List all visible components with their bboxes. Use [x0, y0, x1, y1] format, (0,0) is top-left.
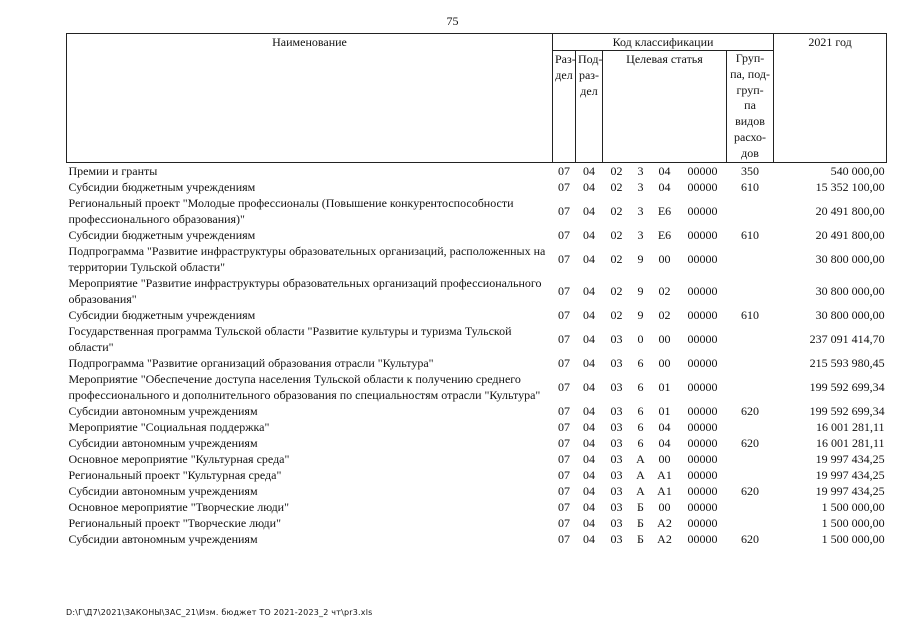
table-row: [67, 467, 887, 483]
row-expense-type: [727, 195, 774, 227]
table-row: [67, 531, 887, 547]
row-expense-type: 610: [741, 179, 760, 194]
table-row: [67, 419, 887, 435]
table-row: [67, 403, 887, 419]
row-name: Региональный проект "Культурная среда": [68, 467, 282, 482]
row-razdel: 07: [558, 419, 570, 434]
row-target-d: 00000: [687, 483, 718, 498]
row-target-c: E6: [657, 227, 672, 242]
row-target-a: 02: [610, 203, 623, 218]
row-target-d: 00000: [687, 435, 718, 450]
row-target-a: 03: [610, 515, 623, 530]
row-expense-type: [727, 499, 774, 515]
row-name: Подпрограмма "Развитие инфраструктуры образовательных организаций, расположенных на территории Тульской области": [68, 243, 546, 274]
row-amount: 237 091 414,70: [809, 331, 885, 346]
file-path-footer: D:\Г\Д7\2021\ЗАКОНЫ\ЗАС_21\Изм. бюджет ТО 2021-2023_2 чт\pr3.xls: [66, 608, 373, 617]
row-amount: 19 997 434,25: [815, 451, 885, 466]
row-name: Основное мероприятие "Творческие люди": [68, 499, 289, 514]
row-target-a: 03: [610, 355, 623, 370]
row-expense-type: [727, 275, 774, 307]
header-podrazdel: Под- раз- дел: [576, 51, 603, 163]
row-podrazdel: 04: [583, 331, 595, 346]
row-target-b: 3: [637, 227, 644, 242]
row-amount: 20 491 800,00: [815, 203, 885, 218]
table-row: [67, 515, 887, 531]
table-row: [67, 162, 887, 179]
row-razdel: 07: [558, 355, 570, 370]
row-target-d: 00000: [687, 307, 718, 322]
row-podrazdel: 04: [583, 307, 595, 322]
row-target-b: Б: [637, 499, 644, 514]
row-amount: 30 800 000,00: [815, 283, 885, 298]
row-target-a: 03: [610, 419, 623, 434]
row-razdel: 07: [558, 331, 570, 346]
row-target-c: 00: [658, 451, 671, 466]
row-amount: 215 593 980,45: [809, 355, 885, 370]
row-target-d: 00000: [687, 531, 718, 546]
row-expense-type: 610: [741, 227, 760, 242]
row-podrazdel: 04: [583, 467, 595, 482]
row-target-b: 6: [637, 419, 644, 434]
table-row: [67, 371, 887, 403]
row-name: Государственная программа Тульской области "Развитие культуры и туризма Тульской области": [68, 323, 512, 354]
row-target-a: 03: [610, 531, 623, 546]
table-row: [67, 323, 887, 355]
row-expense-type: [727, 355, 774, 371]
row-target-d: 00000: [687, 419, 718, 434]
row-target-d: 00000: [687, 515, 718, 530]
table-row: [67, 451, 887, 467]
row-target-b: 0: [637, 331, 644, 346]
row-target-b: 3: [637, 203, 644, 218]
row-razdel: 07: [558, 531, 570, 546]
table-row: [67, 483, 887, 499]
row-amount: 16 001 281,11: [816, 419, 885, 434]
row-podrazdel: 04: [583, 379, 595, 394]
row-target-c: 00: [658, 499, 671, 514]
row-amount: 30 800 000,00: [815, 307, 885, 322]
row-target-d: 00000: [687, 227, 718, 242]
row-target-a: 02: [610, 307, 623, 322]
row-razdel: 07: [558, 227, 570, 242]
row-target-b: 9: [637, 283, 644, 298]
page-number: 75: [446, 14, 459, 28]
row-razdel: 07: [558, 483, 570, 498]
row-target-b: 6: [637, 379, 644, 394]
table-row: [67, 499, 887, 515]
row-expense-type: 620: [741, 483, 760, 498]
row-razdel: 07: [558, 163, 570, 178]
row-razdel: 07: [558, 203, 570, 218]
row-podrazdel: 04: [583, 435, 595, 450]
row-target-b: 6: [637, 435, 644, 450]
header-group: Груп- па, под- груп- па видов расхо- дов: [727, 51, 774, 163]
table-body: [67, 162, 887, 547]
row-razdel: 07: [558, 451, 570, 466]
row-amount: 199 592 699,34: [809, 403, 885, 418]
row-target-d: 00000: [687, 499, 718, 514]
row-target-b: 3: [637, 179, 644, 194]
row-expense-type: [727, 467, 774, 483]
row-amount: 30 800 000,00: [815, 251, 885, 266]
row-podrazdel: 04: [583, 499, 595, 514]
row-target-b: 6: [637, 403, 644, 418]
row-target-c: 00: [658, 251, 671, 266]
table-row: [67, 227, 887, 243]
row-name: Региональный проект "Творческие люди": [68, 515, 281, 530]
row-podrazdel: 04: [583, 227, 595, 242]
row-target-c: 02: [658, 283, 671, 298]
row-expense-type: [727, 419, 774, 435]
row-podrazdel: 04: [583, 483, 595, 498]
row-expense-type: [727, 451, 774, 467]
row-name: Региональный проект "Молодые профессионалы (Повышение конкурентоспособности профессионального образования)": [68, 195, 514, 226]
row-target-b: 9: [637, 307, 644, 322]
row-podrazdel: 04: [583, 515, 595, 530]
header-code-classification: Код классификации: [553, 34, 774, 51]
table-row: [67, 195, 887, 227]
row-target-c: А1: [657, 467, 672, 482]
row-target-c: 04: [658, 419, 671, 434]
header-razdel: Раз- дел: [553, 51, 576, 163]
row-target-a: 03: [610, 499, 623, 514]
row-target-c: 04: [658, 163, 671, 178]
row-razdel: 07: [558, 179, 570, 194]
row-target-b: А: [636, 483, 645, 498]
row-name: Мероприятие "Развитие инфраструктуры образовательных организаций профессионального образования": [68, 275, 542, 306]
row-expense-type: 620: [741, 435, 760, 450]
row-target-d: 00000: [687, 163, 718, 178]
row-amount: 20 491 800,00: [815, 227, 885, 242]
row-target-a: 02: [610, 179, 623, 194]
row-target-c: 00: [658, 331, 671, 346]
header-target-article: Целевая статья: [603, 51, 727, 163]
row-target-a: 03: [610, 403, 623, 418]
row-amount: 16 001 281,11: [816, 435, 885, 450]
row-target-a: 02: [610, 283, 623, 298]
row-target-a: 03: [610, 451, 623, 466]
row-name: Основное мероприятие "Культурная среда": [68, 451, 290, 466]
row-podrazdel: 04: [583, 251, 595, 266]
row-amount: 540 000,00: [830, 163, 885, 178]
row-amount: 15 352 100,00: [815, 179, 885, 194]
row-expense-type: [727, 243, 774, 275]
row-name: Мероприятие "Обеспечение доступа населения Тульской области к получению среднего профессионального и дополнительного образования по специальностям отрасли "Культура": [68, 371, 541, 402]
row-target-c: А1: [657, 483, 672, 498]
header-name: Наименование: [67, 34, 553, 163]
row-target-c: 00: [658, 355, 671, 370]
row-target-d: 00000: [687, 355, 718, 370]
row-target-a: 02: [610, 251, 623, 266]
table-row: [67, 307, 887, 323]
row-target-c: А2: [657, 515, 672, 530]
row-podrazdel: 04: [583, 203, 595, 218]
row-expense-type: 350: [741, 163, 760, 178]
row-target-a: 03: [610, 483, 623, 498]
table-row: [67, 275, 887, 307]
row-expense-type: [727, 371, 774, 403]
row-target-c: 01: [658, 379, 671, 394]
row-target-c: А2: [657, 531, 672, 546]
header-year: 2021 год: [774, 34, 887, 163]
row-target-d: 00000: [687, 379, 718, 394]
row-target-b: Б: [637, 531, 644, 546]
row-podrazdel: 04: [583, 355, 595, 370]
row-razdel: 07: [558, 379, 570, 394]
row-razdel: 07: [558, 307, 570, 322]
row-target-a: 03: [610, 331, 623, 346]
row-razdel: 07: [558, 251, 570, 266]
row-target-c: 01: [658, 403, 671, 418]
row-amount: 1 500 000,00: [821, 499, 885, 514]
row-amount: 19 997 434,25: [815, 483, 885, 498]
row-target-c: E6: [657, 203, 672, 218]
row-target-a: 02: [610, 163, 623, 178]
table-row: [67, 435, 887, 451]
row-amount: 1 500 000,00: [821, 515, 885, 530]
row-razdel: 07: [558, 499, 570, 514]
row-name: Субсидии бюджетным учреждениям: [68, 307, 256, 322]
row-target-d: 00000: [687, 403, 718, 418]
row-name: Подпрограмма "Развитие организаций образования отрасли "Культура": [68, 355, 434, 370]
row-target-c: 04: [658, 435, 671, 450]
row-target-d: 00000: [687, 331, 718, 346]
row-name: Премии и гранты: [68, 163, 158, 178]
row-target-d: 00000: [687, 251, 718, 266]
row-target-c: 04: [658, 179, 671, 194]
row-razdel: 07: [558, 283, 570, 298]
row-podrazdel: 04: [583, 531, 595, 546]
row-name: Субсидии бюджетным учреждениям: [68, 179, 256, 194]
row-podrazdel: 04: [583, 403, 595, 418]
row-podrazdel: 04: [583, 283, 595, 298]
row-target-d: 00000: [687, 467, 718, 482]
row-razdel: 07: [558, 467, 570, 482]
row-podrazdel: 04: [583, 451, 595, 466]
row-expense-type: 610: [741, 307, 760, 322]
table-row: [67, 243, 887, 275]
row-target-a: 03: [610, 435, 623, 450]
row-target-b: 6: [637, 355, 644, 370]
row-target-d: 00000: [687, 283, 718, 298]
row-podrazdel: 04: [583, 163, 595, 178]
row-name: Субсидии автономным учреждениям: [68, 483, 258, 498]
row-razdel: 07: [558, 403, 570, 418]
row-name: Мероприятие "Социальная поддержка": [68, 419, 270, 434]
row-razdel: 07: [558, 435, 570, 450]
row-expense-type: [727, 515, 774, 531]
row-amount: 19 997 434,25: [815, 467, 885, 482]
row-target-d: 00000: [687, 451, 718, 466]
row-target-b: 3: [637, 163, 644, 178]
row-expense-type: 620: [741, 531, 760, 546]
row-podrazdel: 04: [583, 179, 595, 194]
row-podrazdel: 04: [583, 419, 595, 434]
row-name: Субсидии автономным учреждениям: [68, 531, 258, 546]
row-name: Субсидии автономным учреждениям: [68, 435, 258, 450]
row-name: Субсидии бюджетным учреждениям: [68, 227, 256, 242]
row-target-b: Б: [637, 515, 644, 530]
row-target-c: 02: [658, 307, 671, 322]
row-target-a: 03: [610, 467, 623, 482]
row-target-b: А: [636, 467, 645, 482]
row-name: Субсидии автономным учреждениям: [68, 403, 258, 418]
row-target-d: 00000: [687, 179, 718, 194]
row-target-d: 00000: [687, 203, 718, 218]
row-target-b: А: [636, 451, 645, 466]
row-razdel: 07: [558, 515, 570, 530]
row-target-b: 9: [637, 251, 644, 266]
table-row: [67, 179, 887, 195]
row-amount: 1 500 000,00: [821, 531, 885, 546]
row-target-a: 03: [610, 379, 623, 394]
row-target-a: 02: [610, 227, 623, 242]
row-expense-type: [727, 323, 774, 355]
budget-table: [66, 33, 887, 547]
table-row: [67, 355, 887, 371]
row-expense-type: 620: [741, 403, 760, 418]
row-amount: 199 592 699,34: [809, 379, 885, 394]
